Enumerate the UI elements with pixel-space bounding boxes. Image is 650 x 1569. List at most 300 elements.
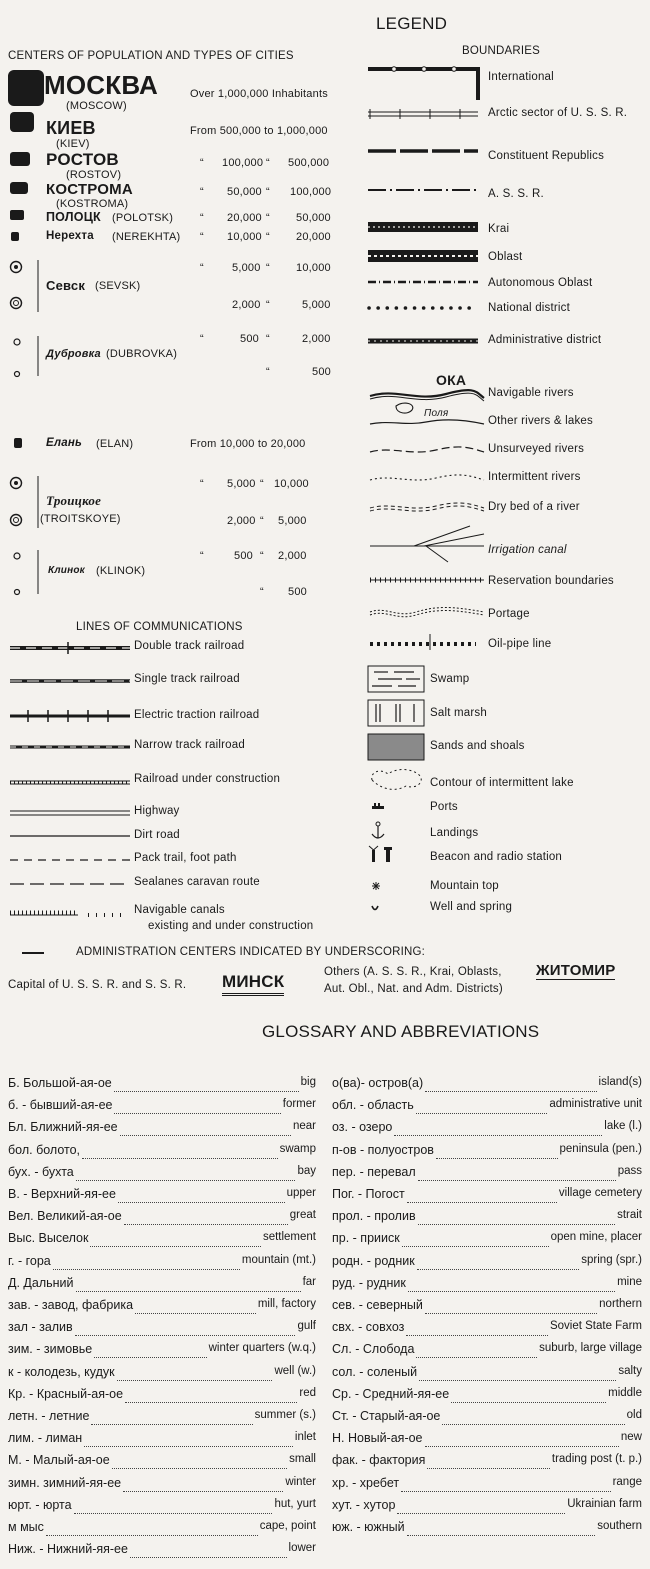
glossary-meaning: village cemetery bbox=[558, 1187, 642, 1199]
city-elan-latin: (ELAN) bbox=[96, 438, 134, 450]
q15: “ bbox=[200, 478, 204, 490]
glossary-leader bbox=[74, 1513, 273, 1514]
glossary-meaning: strait bbox=[617, 1209, 642, 1222]
glossary-leader bbox=[125, 1402, 297, 1403]
communications-title: LINES OF COMMUNICATIONS bbox=[76, 621, 243, 633]
glossary-abbr: пер. - перевал bbox=[332, 1164, 416, 1179]
glossary-meaning: winter bbox=[285, 1475, 316, 1488]
hyd-irrigation: Irrigation canal bbox=[488, 544, 567, 556]
glossary-meaning: range bbox=[612, 1475, 642, 1488]
glossary-row bbox=[8, 1076, 316, 1096]
glossary-row bbox=[332, 1209, 642, 1229]
glossary-leader bbox=[436, 1158, 558, 1159]
q12: “ bbox=[200, 333, 204, 345]
dubrovka-b-to: 500 bbox=[312, 366, 331, 378]
to-kostroma: 100,000 bbox=[290, 186, 332, 198]
city-moskva: МОСКВА bbox=[44, 70, 158, 100]
glossary-row bbox=[332, 1187, 642, 1207]
glossary-leader bbox=[408, 1291, 615, 1292]
glossary-leader bbox=[124, 1224, 288, 1225]
hydro-line-symbols bbox=[366, 384, 488, 654]
glossary-row bbox=[332, 1120, 642, 1140]
to-nerekhta: 20,000 bbox=[296, 231, 331, 243]
sevsk-a-from: 5,000 bbox=[232, 262, 261, 274]
glossary-meaning: mine bbox=[617, 1275, 642, 1288]
glossary-meaning: old bbox=[626, 1409, 642, 1421]
glossary-meaning: new bbox=[620, 1431, 642, 1444]
comm-under-construction: Railroad under construction bbox=[134, 773, 281, 785]
area-swamp: Swamp bbox=[430, 673, 470, 685]
city-elan: Елань bbox=[46, 437, 82, 449]
klinok-b-to: 500 bbox=[288, 586, 307, 598]
glossary-title: GLOSSARY AND ABBREVIATIONS bbox=[262, 1022, 540, 1041]
glossary-abbr: Выс. Выселок bbox=[8, 1231, 89, 1246]
glossary-row bbox=[332, 1431, 642, 1451]
glossary-leader bbox=[75, 1335, 296, 1336]
glossary-row bbox=[332, 1165, 642, 1185]
city-nerekhta-latin: (NEREKHTA) bbox=[112, 231, 181, 243]
polya-label: Поля bbox=[424, 408, 449, 419]
city-kostroma: КОСТРОМА bbox=[46, 181, 133, 198]
bnd-krai: Krai bbox=[488, 223, 510, 235]
dubrovka-a-from: 500 bbox=[240, 333, 259, 345]
q4: “ bbox=[266, 186, 270, 198]
glossary-leader bbox=[407, 1202, 557, 1203]
glossary-left-column bbox=[8, 1076, 316, 1556]
glossary-abbr: Н. Новый-ая-ое bbox=[332, 1431, 423, 1446]
city-size-symbols bbox=[6, 68, 46, 243]
glossary-meaning: former bbox=[282, 1098, 316, 1111]
glossary-abbr: обл. - область bbox=[332, 1098, 414, 1113]
glossary-leader bbox=[53, 1269, 240, 1270]
glossary-leader bbox=[76, 1180, 296, 1181]
glossary-meaning: settlement bbox=[262, 1231, 316, 1244]
glossary-row bbox=[8, 1365, 316, 1385]
sevsk-b-from: 2,000 bbox=[232, 299, 261, 311]
glossary-row bbox=[8, 1098, 316, 1118]
area-sands: Sands and shoals bbox=[430, 740, 525, 752]
from-rostov: 100,000 bbox=[222, 157, 264, 169]
glossary-leader bbox=[425, 1446, 619, 1447]
glossary-leader bbox=[416, 1113, 548, 1114]
glossary-meaning: mountain (mt.) bbox=[241, 1253, 316, 1266]
glossary-meaning: pass bbox=[617, 1164, 642, 1177]
glossary-row bbox=[332, 1298, 642, 1318]
glossary-row bbox=[8, 1298, 316, 1318]
glossary-meaning: southern bbox=[597, 1520, 642, 1532]
glossary-leader bbox=[402, 1246, 549, 1247]
glossary-row bbox=[332, 1076, 642, 1096]
city-klinok-latin: (KLINOK) bbox=[96, 565, 146, 577]
glossary-abbr: оз. - озеро bbox=[332, 1120, 393, 1135]
hyd-intermittent: Intermittent rivers bbox=[488, 471, 581, 483]
hyd-other-rivers: Other rivers & lakes bbox=[488, 415, 593, 427]
glossary-meaning: winter quarters (w.q.) bbox=[208, 1342, 316, 1355]
glossary-abbr: зав. - завод, фабрика bbox=[8, 1298, 134, 1312]
communication-line-symbols bbox=[8, 636, 133, 926]
klinok-a-to: 2,000 bbox=[278, 550, 307, 562]
troitskoye-a-from: 5,000 bbox=[227, 478, 256, 490]
glossary-meaning: middle bbox=[608, 1386, 642, 1399]
glossary-abbr: фак. - фактория bbox=[332, 1453, 426, 1468]
glossary-row bbox=[332, 1143, 642, 1163]
glossary-abbr: Б. Большой-ая-ое bbox=[8, 1076, 112, 1090]
glossary-leader bbox=[94, 1357, 206, 1358]
glossary-leader bbox=[91, 1424, 252, 1425]
range-kiev: From 500,000 to 1,000,000 bbox=[190, 125, 328, 137]
q16: “ bbox=[260, 478, 264, 490]
glossary-leader bbox=[118, 1202, 285, 1203]
klinok-symbols bbox=[8, 548, 44, 598]
bnd-assr: A. S. S. R. bbox=[488, 188, 544, 200]
q17: “ bbox=[260, 515, 264, 527]
glossary-leader bbox=[442, 1424, 624, 1425]
troitskoye-symbols bbox=[8, 474, 44, 534]
bnd-autonomous-oblast: Autonomous Oblast bbox=[488, 277, 593, 289]
comm-single-track: Single track railroad bbox=[134, 673, 240, 685]
glossary-abbr: свх. - совхоз bbox=[332, 1320, 405, 1335]
glossary-row bbox=[8, 1498, 316, 1518]
q5: “ bbox=[200, 212, 204, 224]
city-dubrovka: Дубровка bbox=[46, 348, 101, 360]
sevsk-symbols bbox=[8, 258, 44, 318]
glossary-abbr: сол. - соленый bbox=[332, 1364, 418, 1379]
dubrovka-symbols bbox=[8, 334, 44, 380]
glossary-row bbox=[8, 1187, 316, 1207]
glossary-row bbox=[332, 1320, 642, 1340]
glossary-abbr: зимн. зимний-яя-ее bbox=[8, 1475, 122, 1490]
glossary-row bbox=[8, 1342, 316, 1362]
glossary-abbr: м мыс bbox=[8, 1520, 44, 1534]
glossary-leader bbox=[394, 1135, 602, 1136]
others-line1: Others (A. S. S. R., Krai, Oblasts, bbox=[324, 966, 502, 978]
glossary-row bbox=[8, 1542, 316, 1562]
city-polotsk-latin: (POLOTSK) bbox=[112, 212, 174, 224]
glossary-abbr: лим. - лиман bbox=[8, 1431, 83, 1446]
q1: “ bbox=[200, 157, 204, 169]
glossary-leader bbox=[114, 1113, 280, 1114]
comm-sealanes: Sealanes caravan route bbox=[134, 876, 260, 888]
glossary-row bbox=[8, 1120, 316, 1140]
to-polotsk: 50,000 bbox=[296, 212, 331, 224]
glossary-abbr: Пог. - Погост bbox=[332, 1187, 405, 1201]
glossary-meaning: cape, point bbox=[259, 1520, 316, 1532]
glossary-row bbox=[332, 1254, 642, 1274]
glossary-meaning: peninsula (pen.) bbox=[559, 1142, 642, 1155]
glossary-row bbox=[8, 1276, 316, 1296]
glossary-row bbox=[8, 1165, 316, 1185]
glossary-abbr: Д. Дальний bbox=[8, 1275, 74, 1290]
q13: “ bbox=[266, 333, 270, 345]
glossary-abbr: Ст. - Старый-ая-ое bbox=[332, 1409, 441, 1423]
glossary-abbr: сев. - северный bbox=[332, 1298, 423, 1312]
glossary-abbr: г. - гора bbox=[8, 1253, 51, 1268]
city-klinok: Клинок bbox=[48, 565, 85, 576]
comm-canals: Navigable canals bbox=[134, 904, 225, 916]
glossary-abbr: бух. - бухта bbox=[8, 1164, 74, 1179]
glossary-abbr: прол. - пролив bbox=[332, 1209, 416, 1224]
city-rostov: РОСТОВ bbox=[46, 150, 119, 169]
city-moskva-latin: (MOSCOW) bbox=[66, 100, 127, 112]
glossary-leader bbox=[46, 1535, 258, 1536]
glossary-row bbox=[332, 1276, 642, 1296]
boundary-line-symbols bbox=[366, 60, 486, 350]
sym-well: Well and spring bbox=[430, 901, 513, 913]
glossary-abbr: В. - Верхний-яя-ее bbox=[8, 1187, 116, 1201]
bnd-national-district: National district bbox=[488, 302, 571, 314]
glossary-meaning: big bbox=[300, 1076, 316, 1088]
glossary-row bbox=[332, 1098, 642, 1118]
glossary-leader bbox=[406, 1335, 548, 1336]
area-symbols bbox=[366, 664, 428, 920]
city-dubrovka-latin: (DUBROVKA) bbox=[106, 348, 178, 360]
others-line2: Aut. Obl., Nat. and Adm. Districts) bbox=[324, 983, 503, 995]
city-sevsk: Севск bbox=[46, 278, 86, 293]
glossary-row bbox=[8, 1409, 316, 1429]
glossary-meaning: inlet bbox=[294, 1431, 316, 1444]
to-rostov: 500,000 bbox=[288, 157, 330, 169]
glossary-abbr: Бл. Ближний-яя-ее bbox=[8, 1120, 118, 1135]
glossary-row bbox=[332, 1409, 642, 1429]
glossary-abbr: Ср. - Средний-яя-ее bbox=[332, 1386, 450, 1401]
sym-landings: Landings bbox=[430, 827, 479, 839]
glossary-leader bbox=[123, 1491, 283, 1492]
glossary-leader bbox=[407, 1535, 596, 1536]
glossary-abbr: Ниж. - Нижний-яя-ее bbox=[8, 1542, 128, 1557]
glossary-meaning: far bbox=[302, 1275, 316, 1288]
hyd-navigable: Navigable rivers bbox=[488, 387, 574, 399]
glossary-meaning: near bbox=[292, 1120, 316, 1133]
hyd-unsurveyed: Unsurveyed rivers bbox=[488, 443, 585, 455]
boundaries-title: BOUNDARIES bbox=[462, 45, 541, 57]
q19: “ bbox=[260, 550, 264, 562]
area-salt-marsh: Salt marsh bbox=[430, 707, 487, 719]
comm-pack-trail: Pack trail, foot path bbox=[134, 852, 237, 864]
q7: “ bbox=[200, 231, 204, 243]
glossary-row bbox=[332, 1498, 642, 1518]
glossary-abbr: юж. - южный bbox=[332, 1520, 405, 1534]
underscore-sample bbox=[22, 952, 44, 954]
city-troitskoye: Троицкое bbox=[46, 493, 102, 508]
glossary-meaning: gulf bbox=[297, 1320, 316, 1333]
glossary-row bbox=[332, 1342, 642, 1362]
glossary-leader bbox=[117, 1380, 273, 1381]
glossary-abbr: Вел. Великий-ая-ое bbox=[8, 1209, 122, 1224]
sevsk-a-to: 10,000 bbox=[296, 262, 331, 274]
glossary-abbr: руд. - рудник bbox=[332, 1275, 406, 1290]
bnd-oblast: Oblast bbox=[488, 251, 523, 263]
glossary-abbr: зал - залив bbox=[8, 1320, 73, 1335]
glossary-leader bbox=[401, 1491, 611, 1492]
q14: “ bbox=[266, 366, 270, 378]
glossary-leader bbox=[397, 1513, 565, 1514]
city-kiev-latin: (KIEV) bbox=[56, 138, 90, 150]
q3: “ bbox=[200, 186, 204, 198]
q8: “ bbox=[266, 231, 270, 243]
hyd-oil-pipe: Oil-pipe line bbox=[488, 638, 552, 650]
glossary-leader bbox=[90, 1246, 260, 1247]
q6: “ bbox=[266, 212, 270, 224]
hyd-reservation: Reservation boundaries bbox=[488, 575, 614, 587]
glossary-leader bbox=[451, 1402, 606, 1403]
glossary-abbr: б. - бывший-ая-ее bbox=[8, 1098, 113, 1113]
glossary-row bbox=[332, 1365, 642, 1385]
q2: “ bbox=[266, 157, 270, 169]
glossary-leader bbox=[114, 1091, 299, 1092]
hyd-dry-bed: Dry bed of a river bbox=[488, 501, 580, 513]
q10: “ bbox=[266, 262, 270, 274]
glossary-leader bbox=[425, 1313, 597, 1314]
glossary-row bbox=[8, 1209, 316, 1229]
glossary-row bbox=[332, 1520, 642, 1540]
city-troitskoye-latin: (TROITSKOYE) bbox=[40, 513, 121, 525]
city-kostroma-latin: (KOSTROMA) bbox=[56, 198, 129, 210]
elan-symbol bbox=[12, 436, 26, 450]
city-polotsk: ПОЛОЦК bbox=[46, 210, 101, 224]
glossary-abbr: родн. - родник bbox=[332, 1253, 415, 1268]
glossary-leader bbox=[417, 1269, 580, 1270]
glossary-row bbox=[332, 1476, 642, 1496]
glossary-meaning: great bbox=[289, 1209, 316, 1222]
glossary-abbr: хут. - хутор bbox=[332, 1497, 396, 1512]
glossary-meaning: red bbox=[299, 1386, 316, 1399]
glossary-abbr: хр. - хребет bbox=[332, 1475, 400, 1490]
glossary-meaning: administrative unit bbox=[549, 1098, 642, 1111]
from-nerekhta: 10,000 bbox=[227, 231, 262, 243]
glossary-leader bbox=[130, 1557, 287, 1558]
glossary-meaning: upper bbox=[286, 1187, 316, 1199]
glossary-row bbox=[332, 1231, 642, 1251]
glossary-row bbox=[8, 1453, 316, 1473]
glossary-meaning: northern bbox=[599, 1298, 642, 1310]
glossary-row bbox=[8, 1143, 316, 1163]
comm-dirt-road: Dirt road bbox=[134, 829, 180, 841]
glossary-abbr: к - колодезь, кудук bbox=[8, 1364, 115, 1379]
glossary-row bbox=[8, 1520, 316, 1540]
glossary-meaning: salty bbox=[618, 1364, 642, 1377]
glossary-abbr: зим. - зимовье bbox=[8, 1342, 93, 1357]
glossary-abbr: юрт. - юрта bbox=[8, 1497, 72, 1512]
glossary-meaning: hut, yurt bbox=[274, 1497, 316, 1510]
comm-highway: Highway bbox=[134, 805, 180, 817]
klinok-a-from: 500 bbox=[234, 550, 253, 562]
comm-canals-sub: existing and under construction bbox=[148, 920, 314, 932]
glossary-leader bbox=[416, 1357, 537, 1358]
glossary-row bbox=[8, 1387, 316, 1407]
comm-narrow: Narrow track railroad bbox=[134, 739, 245, 751]
q20: “ bbox=[260, 586, 264, 598]
glossary-meaning: mill, factory bbox=[257, 1298, 316, 1310]
sym-mountain-top: Mountain top bbox=[430, 880, 499, 892]
glossary-abbr: М. - Малый-ая-ое bbox=[8, 1453, 110, 1468]
glossary-abbr: о(ва)- остров(а) bbox=[332, 1076, 424, 1090]
hyd-portage: Portage bbox=[488, 608, 530, 620]
glossary-meaning: island(s) bbox=[598, 1076, 642, 1088]
glossary-row bbox=[332, 1453, 642, 1473]
comm-double-track: Double track railroad bbox=[134, 640, 245, 652]
troitskoye-b-from: 2,000 bbox=[227, 515, 256, 527]
glossary-meaning: spring (spr.) bbox=[581, 1253, 642, 1266]
glossary-leader bbox=[135, 1313, 256, 1314]
capital-example: МИНСК bbox=[222, 972, 284, 996]
range-moskva: Over 1,000,000 Inhabitants bbox=[190, 88, 328, 100]
glossary-row bbox=[8, 1254, 316, 1274]
population-title: CENTERS OF POPULATION AND TYPES OF CITIES bbox=[8, 50, 294, 62]
sym-beacon: Beacon and radio station bbox=[430, 851, 563, 863]
sym-ports: Ports bbox=[430, 801, 458, 813]
glossary-abbr: летн. - летние bbox=[8, 1409, 90, 1423]
city-sevsk-latin: (SEVSK) bbox=[95, 280, 141, 292]
glossary-meaning: well (w.) bbox=[274, 1364, 316, 1377]
oka-label: ОКА bbox=[436, 372, 467, 388]
bnd-admin-district: Administrative district bbox=[488, 334, 602, 346]
bnd-international: International bbox=[488, 71, 554, 83]
glossary-abbr: бол. болото, bbox=[8, 1142, 81, 1157]
glossary-row bbox=[8, 1476, 316, 1496]
sevsk-b-to: 5,000 bbox=[302, 299, 331, 311]
troitskoye-b-to: 5,000 bbox=[278, 515, 307, 527]
glossary-leader bbox=[112, 1468, 287, 1469]
glossary-leader bbox=[427, 1468, 550, 1469]
bnd-arctic: Arctic sector of U. S. S. R. bbox=[488, 107, 628, 119]
admin-centers-title: ADMINISTRATION CENTERS INDICATED BY UNDERSCORING: bbox=[76, 946, 426, 958]
glossary-row bbox=[8, 1320, 316, 1340]
glossary-leader bbox=[418, 1224, 615, 1225]
glossary-meaning: suburb, large village bbox=[539, 1342, 642, 1355]
troitskoye-a-to: 10,000 bbox=[274, 478, 309, 490]
legend-title: LEGEND bbox=[376, 14, 448, 33]
glossary-leader bbox=[76, 1291, 301, 1292]
glossary-meaning: lake (l.) bbox=[604, 1120, 642, 1133]
glossary-abbr: Сл. - Слобода bbox=[332, 1342, 415, 1357]
glossary-leader bbox=[84, 1446, 293, 1447]
city-rostov-latin: (ROSTOV) bbox=[66, 169, 122, 181]
glossary-meaning: small bbox=[289, 1453, 316, 1466]
dubrovka-a-to: 2,000 bbox=[302, 333, 331, 345]
q9: “ bbox=[200, 262, 204, 274]
glossary-right-column bbox=[332, 1076, 642, 1536]
from-polotsk: 20,000 bbox=[227, 212, 262, 224]
glossary-meaning: open mine, placer bbox=[550, 1231, 642, 1244]
area-intermittent-lake: Contour of intermittent lake bbox=[430, 777, 574, 789]
glossary-leader bbox=[120, 1135, 291, 1136]
comm-electric: Electric traction railroad bbox=[134, 709, 260, 721]
range-elan: From 10,000 to 20,000 bbox=[190, 438, 306, 450]
glossary-leader bbox=[419, 1380, 616, 1381]
q18: “ bbox=[200, 550, 204, 562]
glossary-meaning: bay bbox=[297, 1164, 316, 1177]
glossary-meaning: lower bbox=[288, 1542, 316, 1555]
glossary-meaning: Ukrainian farm bbox=[567, 1497, 642, 1510]
capital-label: Capital of U. S. S. R. and S. S. R. bbox=[8, 979, 187, 991]
others-example: ЖИТОМИР bbox=[536, 962, 616, 979]
q11: “ bbox=[266, 299, 270, 311]
glossary-row bbox=[8, 1431, 316, 1451]
glossary-meaning: trading post (t. p.) bbox=[551, 1453, 642, 1466]
glossary-meaning: swamp bbox=[279, 1142, 316, 1155]
glossary-row bbox=[332, 1387, 642, 1407]
from-kostroma: 50,000 bbox=[227, 186, 262, 198]
city-kiev: КИЕВ bbox=[46, 118, 96, 138]
glossary-abbr: пр. - прииск bbox=[332, 1231, 400, 1246]
glossary-leader bbox=[82, 1158, 278, 1159]
glossary-meaning: summer (s.) bbox=[254, 1409, 316, 1421]
glossary-abbr: Кр. - Красный-ая-ое bbox=[8, 1386, 124, 1401]
glossary-leader bbox=[418, 1180, 616, 1181]
glossary-leader bbox=[425, 1091, 596, 1092]
glossary-meaning: Soviet State Farm bbox=[549, 1320, 642, 1333]
city-nerekhta: Нерехта bbox=[46, 230, 94, 242]
